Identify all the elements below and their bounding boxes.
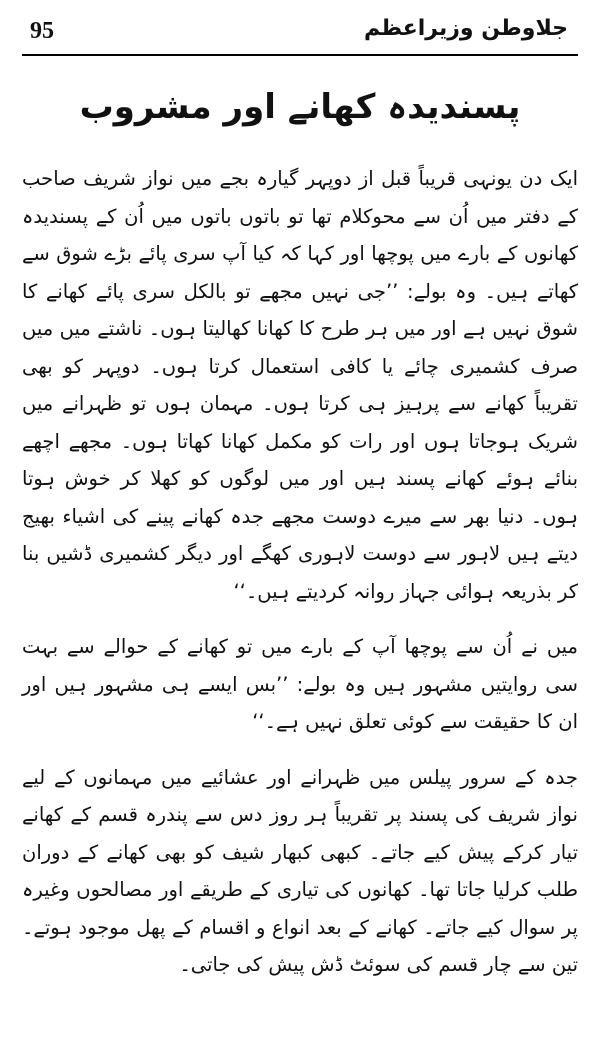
chapter-title: پسندیدہ کھانے اور مشروب <box>79 87 521 127</box>
paragraph: میں نے اُن سے پوچھا آپ کے بارے میں تو کھانے کے حوالے سے بہت سی روایتیں مشہور ہیں وہ بولے: ’’بس ایسے ہی مشہور ہیں اور ان کا حقیقت سے کوئی تعلق نہیں ہے۔‘‘ <box>22 635 578 733</box>
page-header <box>22 14 578 56</box>
paragraph: جدہ کے سرور پیلس میں ظہرانے اور عشائیے میں مہمانوں کے لیے نواز شریف کی پسند پر تقریباً ہر روز دس سے پندرہ قسم کے کھانے تیار کرکے پیش کیے جاتے۔ کبھی کبھار شیف کو بھی کھانے کے دوران طلب کرلیا جاتا تھا۔ کھانوں کی تیاری کے طریقے اور مصالحوں وغیرہ پر سوال کیے جاتے۔ کھانے کے بعد انواع و اقسام کے پھل موجود ہوتے۔ تین سے چار قسم کی سوئٹ ڈش پیش کی جاتی۔ <box>22 765 578 976</box>
page-number: 95 <box>30 18 54 44</box>
paragraph: ایک دن یونہی قریباً قبل از دوپہر گیارہ بجے میں نواز شریف صاحب کے دفتر میں اُن سے محوکلام تھا تو باتوں باتوں میں اُن کے پسندیدہ کھانوں کے بارے میں پوچھا اور کہا کہ کیا آپ سری پائے بڑے شوق سے کھاتے ہیں۔ وہ بولے: ’’جی نہیں مجھے تو بالکل سری پائے کھانے کا شوق نہیں ہے اور میں ہر طرح کا کھانا کھالیتا ہوں۔ ناشتے میں میں صرف کشمیری چائے یا کافی استعمال کرتا ہوں۔ دوپہر کو بھی تقریباً کھانے سے پرہیز ہی کرتا ہوں۔ مہمان ہوں تو ظہرانے میں شریک ہوجاتا ہوں اور رات کو مکمل کھانا کھاتا ہوں۔ مجھے اچھے بنائے ہوئے کھانے پسند ہیں اور میں لوگوں کو کھلا کر خوش ہوتا ہوں۔ دنیا بھر سے میرے دوست مجھے جدہ کھانے پینے کی اشیاء بھیج دیتے ہیں لاہور سے دوست لاہوری کھگے اور دیگر کشمیری ڈشیں بنا کر بذریعہ ہوائی جہاز روانہ کردیتے ہیں۔‘‘ <box>22 167 578 603</box>
body-text <box>22 160 578 984</box>
running-title: جلاوطن وزیراعظم <box>364 16 568 41</box>
